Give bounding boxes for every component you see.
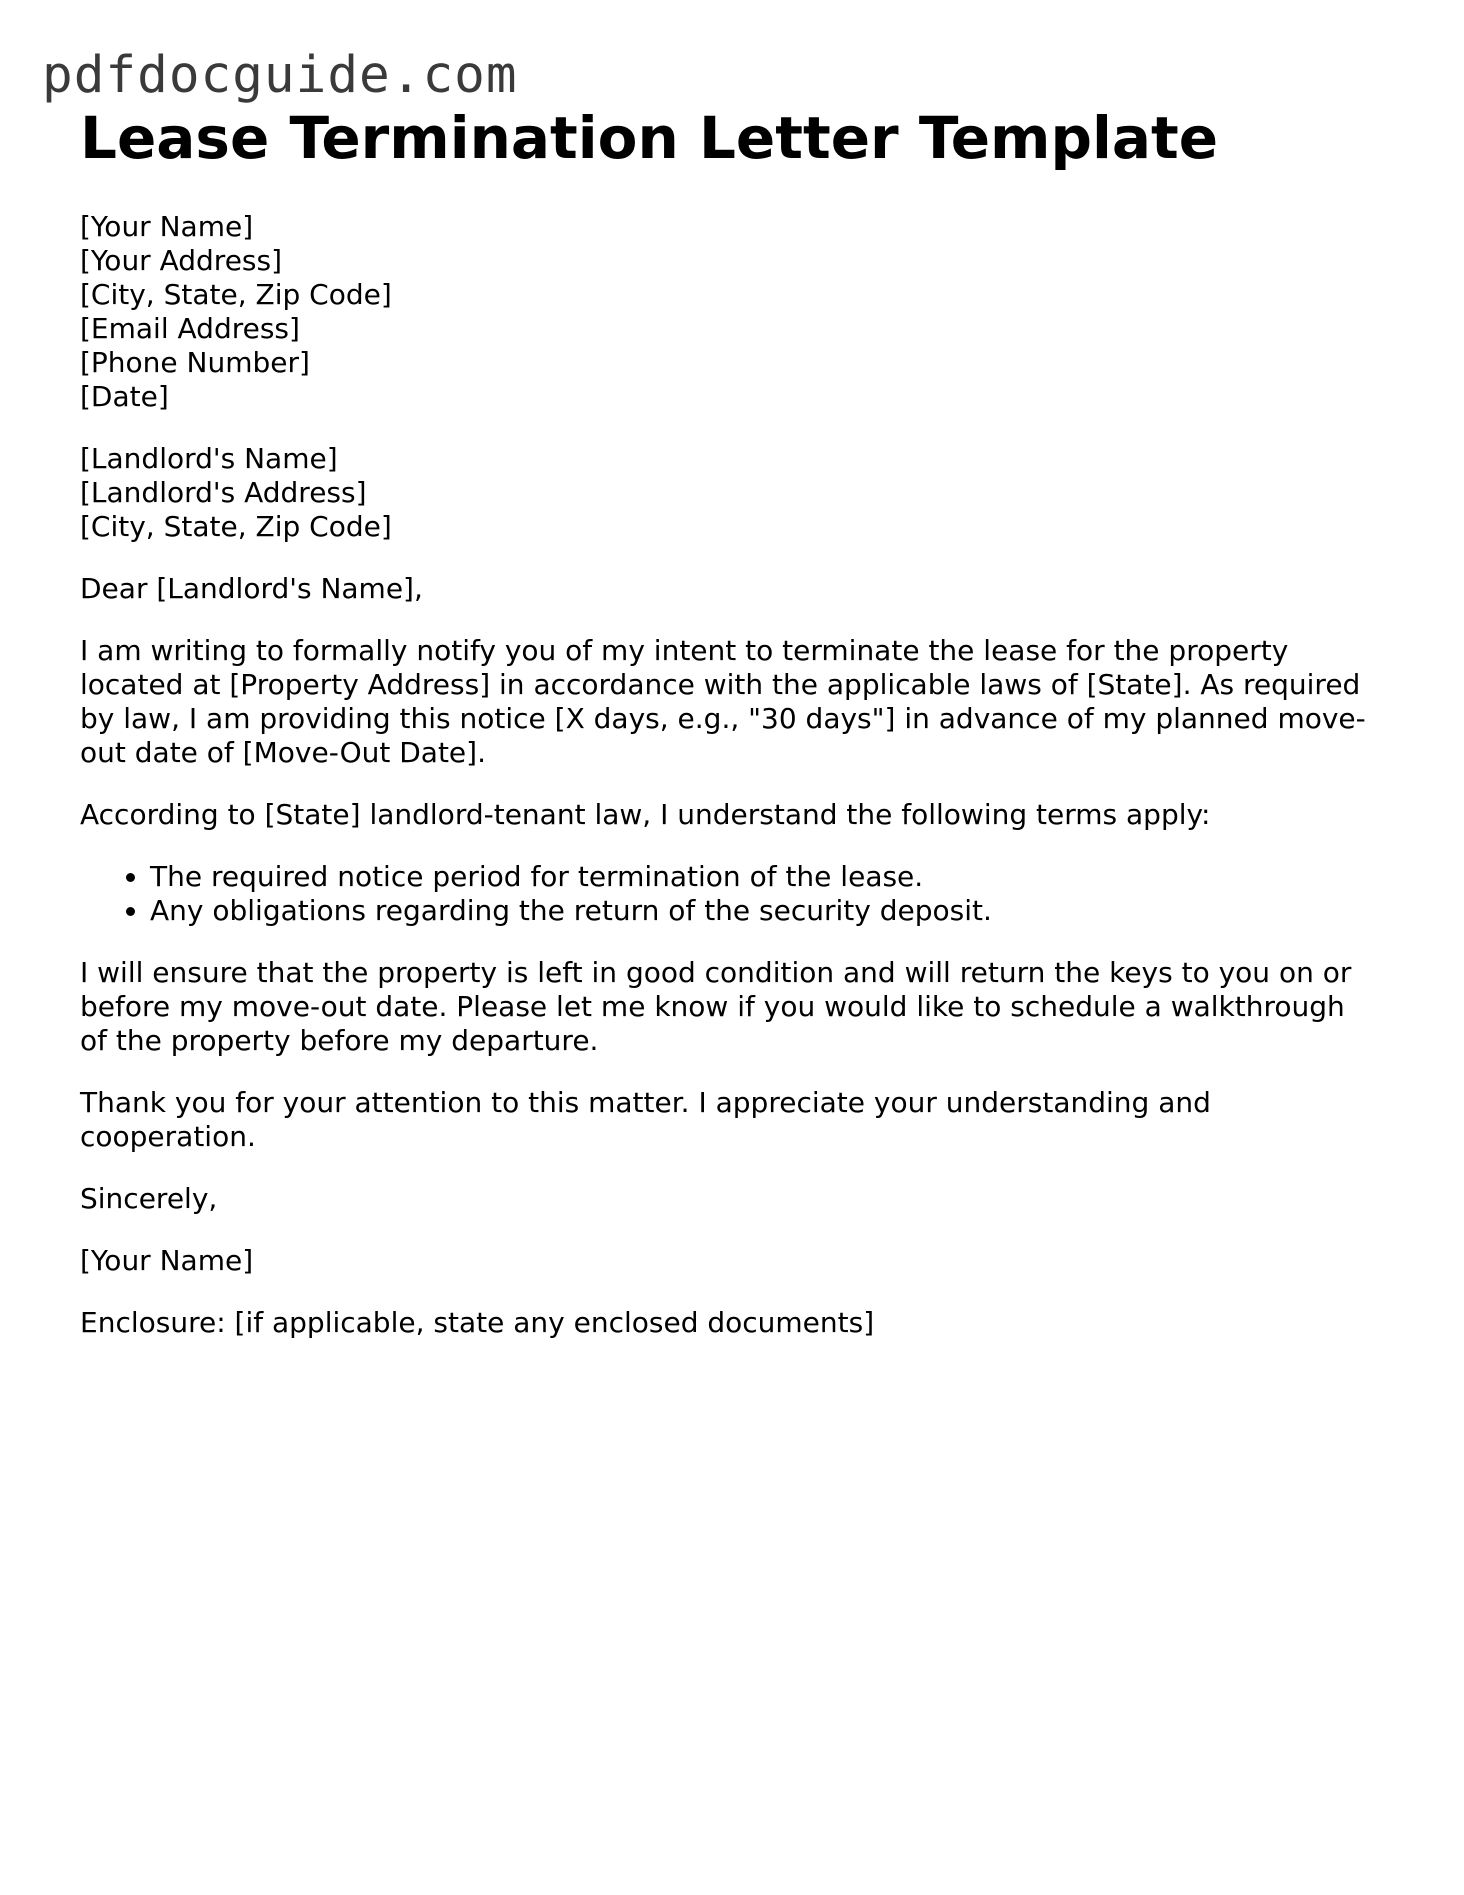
sender-name: [Your Name] (80, 210, 254, 243)
closing: Sincerely, (80, 1182, 218, 1215)
signature-name: [Your Name] (80, 1244, 254, 1277)
terms-intro-paragraph: According to [State] landlord-tenant law, I understand the following terms apply: (80, 798, 1211, 831)
landlord-address: [Landlord's Address] (80, 476, 367, 509)
letter-document (80, 100, 1380, 1340)
terms-list (80, 860, 1380, 928)
site-watermark: pdfdocguide.com (42, 46, 518, 105)
letter-date: [Date] (80, 380, 169, 413)
page-title: Lease Termination Letter Template (80, 104, 1219, 172)
notice-paragraph: I am writing to formally notify you of my intent to terminate the lease for the property located at [Property Address] in accordance with the applicable laws of [State]. As required by law, I am providing this notice [X days, e.g., "30 days"] in advance of my planned move-out date of [Move-Out Date]. (80, 634, 1366, 769)
landlord-city-state-zip: [City, State, Zip Code] (80, 510, 392, 543)
sender-address-block (80, 210, 1380, 414)
landlord-name: [Landlord's Name] (80, 442, 338, 475)
list-item: • Any obligations regarding the return of the security deposit. (150, 894, 1380, 928)
sender-address: [Your Address] (80, 244, 283, 277)
list-item: • The required notice period for termination of the lease. (150, 860, 1380, 894)
recipient-address-block (80, 442, 1380, 544)
enclosure-note: Enclosure: [if applicable, state any enclosed documents] (80, 1306, 875, 1339)
sender-email: [Email Address] (80, 312, 300, 345)
condition-paragraph: I will ensure that the property is left in good condition and will return the keys to you on or before my move-out date. Please let me know if you would like to schedule a walkthrough of the property before my departure. (80, 956, 1352, 1057)
sender-city-state-zip: [City, State, Zip Code] (80, 278, 392, 311)
sender-phone: [Phone Number] (80, 346, 310, 379)
salutation: Dear [Landlord's Name], (80, 572, 423, 605)
thanks-paragraph: Thank you for your attention to this matter. I appreciate your understanding and cooperation. (80, 1086, 1211, 1153)
